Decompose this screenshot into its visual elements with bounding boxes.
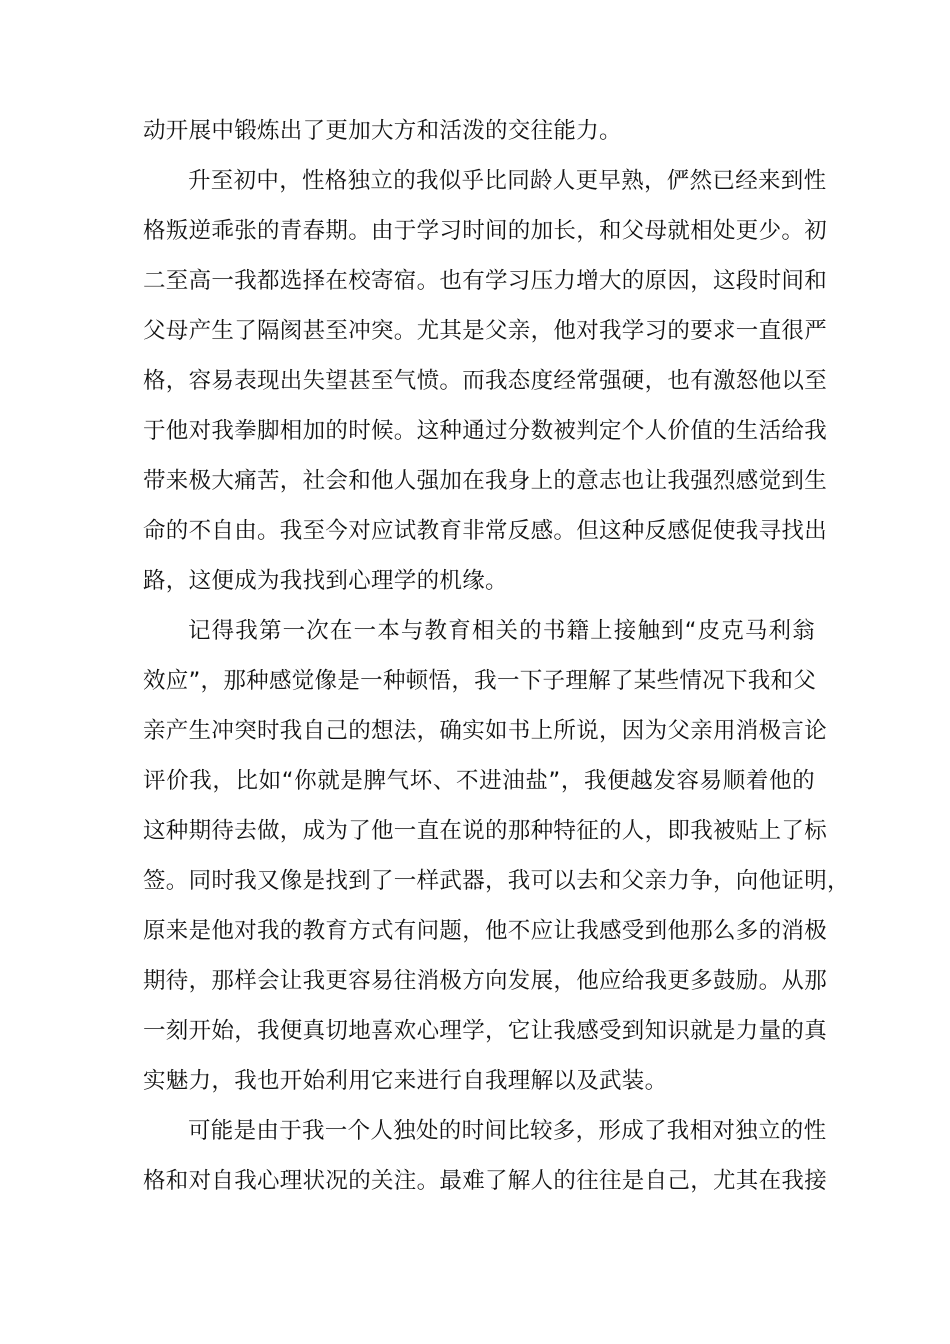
text-line: 格和对自我心理状况的关注。最难了解人的往往是自己，尤其在我接 — [143, 1168, 828, 1194]
text-line: 于他对我拳脚相加的时候。这种通过分数被判定个人价值的生活给我 — [143, 418, 828, 444]
text-line: 实魅力，我也开始利用它来进行自我理解以及武装。 — [143, 1068, 668, 1094]
text-line: 格叛逆乖张的青春期。由于学习时间的加长，和父母就相处更少。初 — [143, 218, 828, 244]
text-line: 原来是他对我的教育方式有问题，他不应让我感受到他那么多的消极 — [143, 918, 828, 944]
text-line: 一刻开始，我便真切地喜欢心理学，它让我感受到知识就是力量的真 — [143, 1018, 828, 1044]
text-line: 带来极大痛苦，社会和他人强加在我身上的意志也让我强烈感觉到生 — [143, 468, 828, 494]
text-line: 评价我，比如“你就是脾气坏、不进油盐”，我便越发容易顺着他的 — [143, 768, 815, 794]
text-line: 签。同时我又像是找到了一样武器，我可以去和父亲力争，向他证明， — [143, 868, 850, 894]
text-line: 父母产生了隔阂甚至冲突。尤其是父亲，他对我学习的要求一直很严 — [143, 318, 828, 344]
text-line: 期待，那样会让我更容易往消极方向发展，他应给我更多鼓励。从那 — [143, 968, 828, 994]
paragraph-first-line: 可能是由于我一个人独处的时间比较多，形成了我相对独立的性 — [188, 1118, 827, 1144]
text-line: 格，容易表现出失望甚至气愤。而我态度经常强硬，也有激怒他以至 — [143, 368, 828, 394]
text-line: 亲产生冲突时我自己的想法，确实如书上所说，因为父亲用消极言论 — [143, 718, 828, 744]
text-line: 二至高一我都选择在校寄宿。也有学习压力增大的原因，这段时间和 — [143, 268, 828, 294]
text-line: 命的不自由。我至今对应试教育非常反感。但这种反感促使我寻找出 — [143, 518, 828, 544]
paragraph-first-line: 记得我第一次在一本与教育相关的书籍上接触到“皮克马利翁 — [188, 618, 815, 644]
text-line: 动开展中锻炼出了更加大方和活泼的交往能力。 — [143, 118, 622, 144]
text-line: 路，这便成为我找到心理学的机缘。 — [143, 568, 508, 594]
text-line: 效应”，那种感觉像是一种顿悟，我一下子理解了某些情况下我和父 — [143, 668, 817, 694]
paragraph-first-line: 升至初中，性格独立的我似乎比同龄人更早熟，俨然已经来到性 — [188, 168, 827, 194]
text-line: 这种期待去做，成为了他一直在说的那种特征的人，即我被贴上了标 — [143, 818, 828, 844]
